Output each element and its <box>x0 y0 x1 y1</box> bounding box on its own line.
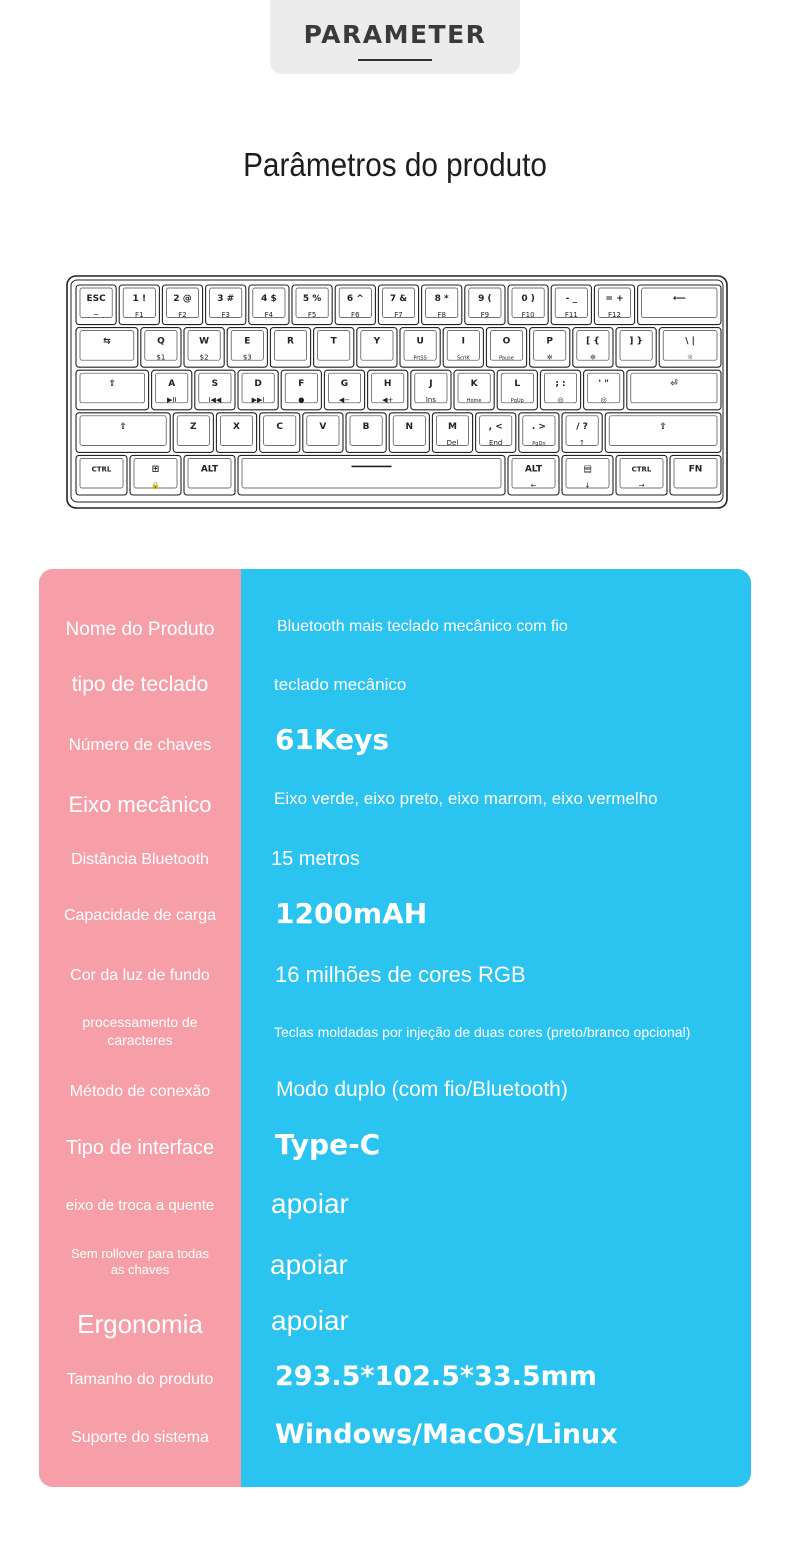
key-label: X <box>233 421 240 432</box>
key <box>638 285 721 325</box>
key-label: T <box>330 336 337 347</box>
spec-value-keyboard-type: teclado mecânico <box>274 675 407 694</box>
key <box>76 370 149 410</box>
key <box>540 370 580 410</box>
key <box>206 285 246 325</box>
key <box>432 413 472 453</box>
key-label: ⟵ <box>672 294 686 304</box>
key-label: Q <box>157 336 165 347</box>
spec-label-ergonomics: Ergonomia <box>77 1309 203 1339</box>
key <box>670 455 721 495</box>
key-label: M <box>448 421 457 432</box>
key <box>508 455 559 495</box>
key <box>195 370 235 410</box>
key-label: U <box>416 336 424 347</box>
spec-label-keycap-process: processamento de caracteres <box>82 1014 198 1048</box>
key-sublabel: F2 <box>178 311 187 319</box>
key-label: . > <box>531 421 546 432</box>
key <box>162 285 202 325</box>
keyboard-diagram <box>66 275 728 509</box>
spec-label-rollover: Sem rollover para todas as chaves <box>70 1246 209 1278</box>
key <box>551 285 591 325</box>
key-label: / ? <box>576 421 588 432</box>
key-label: CTRL <box>91 465 112 474</box>
key-sublabel: $2 <box>199 353 209 362</box>
key-label: O <box>502 336 511 347</box>
spec-label-switch: Eixo mecânico <box>68 792 212 817</box>
key-label: [ { <box>586 336 600 347</box>
spec-value-bluetooth-distance: 15 metros <box>271 848 360 870</box>
key-label: \ | <box>685 336 695 347</box>
parameter-tab-label: PARAMETER <box>303 20 487 49</box>
key <box>335 285 375 325</box>
key-sublabel: ← <box>530 481 537 490</box>
key-sublabel: F10 <box>521 311 535 319</box>
key <box>508 285 548 325</box>
key-label: ⏎ <box>670 379 678 390</box>
key-sublabel: Pause <box>499 355 514 362</box>
key-label: ALT <box>524 464 543 475</box>
key-sublabel: ▶▶I <box>251 396 265 405</box>
key-label: , < <box>488 421 503 432</box>
spec-label-connection: Método de conexão <box>69 1083 211 1100</box>
key-label: 4 $ <box>261 294 277 304</box>
key-sublabel: ◀− <box>338 396 351 405</box>
key <box>281 370 321 410</box>
key-label: H <box>383 379 392 390</box>
key-sublabel: F9 <box>480 311 490 319</box>
key <box>400 328 440 368</box>
spec-value-battery: 1200mAH <box>275 897 428 930</box>
key-sublabel: $1 <box>156 353 166 362</box>
key-sublabel: Ins <box>425 396 436 405</box>
key <box>324 370 364 410</box>
key-label: A <box>168 379 176 390</box>
key-label: 6 ^ <box>346 294 364 304</box>
key-label: ▤ <box>583 464 592 475</box>
key <box>152 370 192 410</box>
key-sublabel: Home <box>466 398 482 405</box>
key <box>346 413 386 453</box>
key-sublabel: I◀◀ <box>208 396 222 405</box>
spec-value-key-count: 61Keys <box>275 723 390 756</box>
key <box>368 370 408 410</box>
spec-value-backlight: 16 milhões de cores RGB <box>275 962 526 987</box>
key-label: ⇆ <box>103 336 111 347</box>
key-sublabel: ◎ <box>600 396 607 405</box>
key-label: N <box>405 421 414 432</box>
key <box>238 455 505 495</box>
spec-value-interface: Type-C <box>275 1128 381 1161</box>
key-sublabel: F8 <box>437 311 446 319</box>
key-label: 3 # <box>217 294 235 304</box>
key-label: P <box>546 336 554 347</box>
key <box>497 370 537 410</box>
key-label: = + <box>605 294 624 304</box>
key-label: D <box>254 379 262 390</box>
spec-label-product-name: Nome do Produto <box>65 619 215 640</box>
spec-value-rollover: apoiar <box>270 1249 348 1280</box>
key-label: 2 @ <box>173 294 192 304</box>
key <box>476 413 516 453</box>
key <box>659 328 721 368</box>
key-label: Z <box>190 421 197 432</box>
key <box>216 413 256 453</box>
key-label: ⇪ <box>108 379 117 390</box>
key-sublabel: F4 <box>264 311 274 319</box>
spec-label-hot-swap: eixo de troca a quente <box>65 1197 215 1214</box>
key-label: FN <box>688 464 703 475</box>
key <box>357 328 397 368</box>
spec-value-ergonomics: apoiar <box>271 1305 349 1336</box>
tab-underline <box>358 59 432 61</box>
key-sublabel: PgDn <box>532 440 546 447</box>
key <box>76 455 127 495</box>
key-label: 9 ( <box>478 294 492 304</box>
key <box>76 328 138 368</box>
key <box>605 413 721 453</box>
spec-label-system: Suporte do sistema <box>71 1429 209 1446</box>
key-sublabel: ~ <box>93 311 100 319</box>
key-label: ⇧ <box>119 421 127 432</box>
spec-label-keyboard-type: tipo de teclado <box>71 673 209 696</box>
key <box>443 328 483 368</box>
key <box>422 285 462 325</box>
key-sublabel: PgUp <box>510 398 524 405</box>
key-sublabel: $3 <box>242 353 252 362</box>
key-sublabel: F12 <box>608 311 621 319</box>
key <box>411 370 451 410</box>
key-label: C <box>276 421 284 432</box>
key-label: ESC <box>86 294 106 304</box>
key <box>184 455 235 495</box>
spec-label-battery: Capacidade de carga <box>63 907 217 924</box>
key <box>292 285 332 325</box>
key-label: R <box>287 336 294 347</box>
key-sublabel: F11 <box>564 311 578 319</box>
key-label: V <box>319 421 327 432</box>
key-sublabel: 🔒 <box>151 481 160 490</box>
key <box>238 370 278 410</box>
key <box>530 328 570 368</box>
key-sublabel: ↑ <box>579 438 586 447</box>
key <box>519 413 559 453</box>
key-label: 0 ) <box>521 294 535 304</box>
spec-value-system: Windows/MacOS/Linux <box>275 1419 618 1450</box>
key <box>130 455 181 495</box>
spec-label-key-count: Número de chaves <box>68 735 212 754</box>
key-label: G <box>340 379 349 390</box>
key <box>141 328 181 368</box>
spec-label-bluetooth-distance: Distância Bluetooth <box>71 851 209 868</box>
spec-value-size: 293.5*102.5*33.5mm <box>275 1361 597 1392</box>
key-label: E <box>244 336 251 347</box>
page-subtitle: Parâmetros do produto <box>243 146 547 183</box>
key <box>465 285 505 325</box>
key-label: 5 % <box>302 294 322 304</box>
key-sublabel: F1 <box>135 311 144 319</box>
key <box>584 370 624 410</box>
key-sublabel: F6 <box>351 311 360 319</box>
key-sublabel: ✲ <box>546 353 553 362</box>
key-sublabel: ● <box>298 396 305 405</box>
key <box>454 370 494 410</box>
key-label: CTRL <box>631 465 652 474</box>
spec-label-backlight: Cor da luz de fundo <box>70 967 210 984</box>
spec-value-keycap-process: Teclas moldadas por injeção de duas cores (preto/branco opcional) <box>274 1024 691 1040</box>
key <box>184 328 224 368</box>
key <box>627 370 721 410</box>
parameter-tab <box>270 0 520 74</box>
key-label: ALT <box>200 464 219 475</box>
key-label: J <box>429 379 433 390</box>
key <box>249 285 289 325</box>
key-sublabel: ▶II <box>166 396 177 405</box>
key-label: 8 * <box>434 294 449 304</box>
key <box>616 328 656 368</box>
key-sublabel: ✲ <box>589 353 596 362</box>
key <box>616 455 667 495</box>
key-label: L <box>514 379 521 390</box>
key-label: ⊞ <box>151 464 160 475</box>
key-label: ⇧ <box>659 421 667 432</box>
spec-value-connection: Modo duplo (com fio/Bluetooth) <box>276 1078 568 1101</box>
key <box>76 413 170 453</box>
key <box>173 413 213 453</box>
key <box>378 285 418 325</box>
key-sublabel: F7 <box>394 311 403 319</box>
key-sublabel: Del <box>446 438 459 447</box>
key-label: I <box>461 336 465 347</box>
key <box>270 328 310 368</box>
spec-value-hot-swap: apoiar <box>271 1188 349 1219</box>
key-sublabel: ↓ <box>584 481 591 490</box>
key <box>227 328 267 368</box>
key-label: F <box>298 379 305 390</box>
key <box>573 328 613 368</box>
key-label: ' " <box>598 379 609 390</box>
key <box>260 413 300 453</box>
key-label: - _ <box>565 294 577 304</box>
key <box>76 285 116 325</box>
key-sublabel: → <box>638 481 645 490</box>
key <box>594 285 634 325</box>
spec-label-interface: Tipo de interface <box>65 1137 215 1159</box>
key-label: W <box>199 336 210 347</box>
key-sublabel: ☼ <box>686 353 694 362</box>
key-sublabel: ScrlK <box>456 355 470 362</box>
key-label: 7 & <box>389 294 408 304</box>
spec-value-product-name: Bluetooth mais teclado mecânico com fio <box>277 618 568 635</box>
key-label: Y <box>373 336 381 347</box>
spec-label-size: Tamanho do produto <box>66 1371 214 1388</box>
key-sublabel: ◀+ <box>382 396 394 405</box>
key <box>314 328 354 368</box>
key <box>389 413 429 453</box>
key <box>486 328 526 368</box>
key-label: ] } <box>629 336 643 347</box>
spec-table <box>39 569 751 1487</box>
key <box>562 413 602 453</box>
spec-value-switch: Eixo verde, eixo preto, eixo marrom, eixo vermelho <box>274 789 658 808</box>
key-label: S <box>211 379 219 390</box>
key-sublabel: PrtSS <box>413 355 427 362</box>
key-sublabel: End <box>489 438 503 447</box>
key-sublabel: ◎ <box>557 396 564 405</box>
key <box>119 285 159 325</box>
key-label: K <box>470 379 478 390</box>
key-sublabel: F3 <box>221 311 230 319</box>
key-sublabel: F5 <box>307 311 317 319</box>
key <box>303 413 343 453</box>
key-label: B <box>362 421 370 432</box>
key <box>562 455 613 495</box>
key-label: ; : <box>555 379 566 390</box>
key-label: 1 ! <box>132 294 147 304</box>
